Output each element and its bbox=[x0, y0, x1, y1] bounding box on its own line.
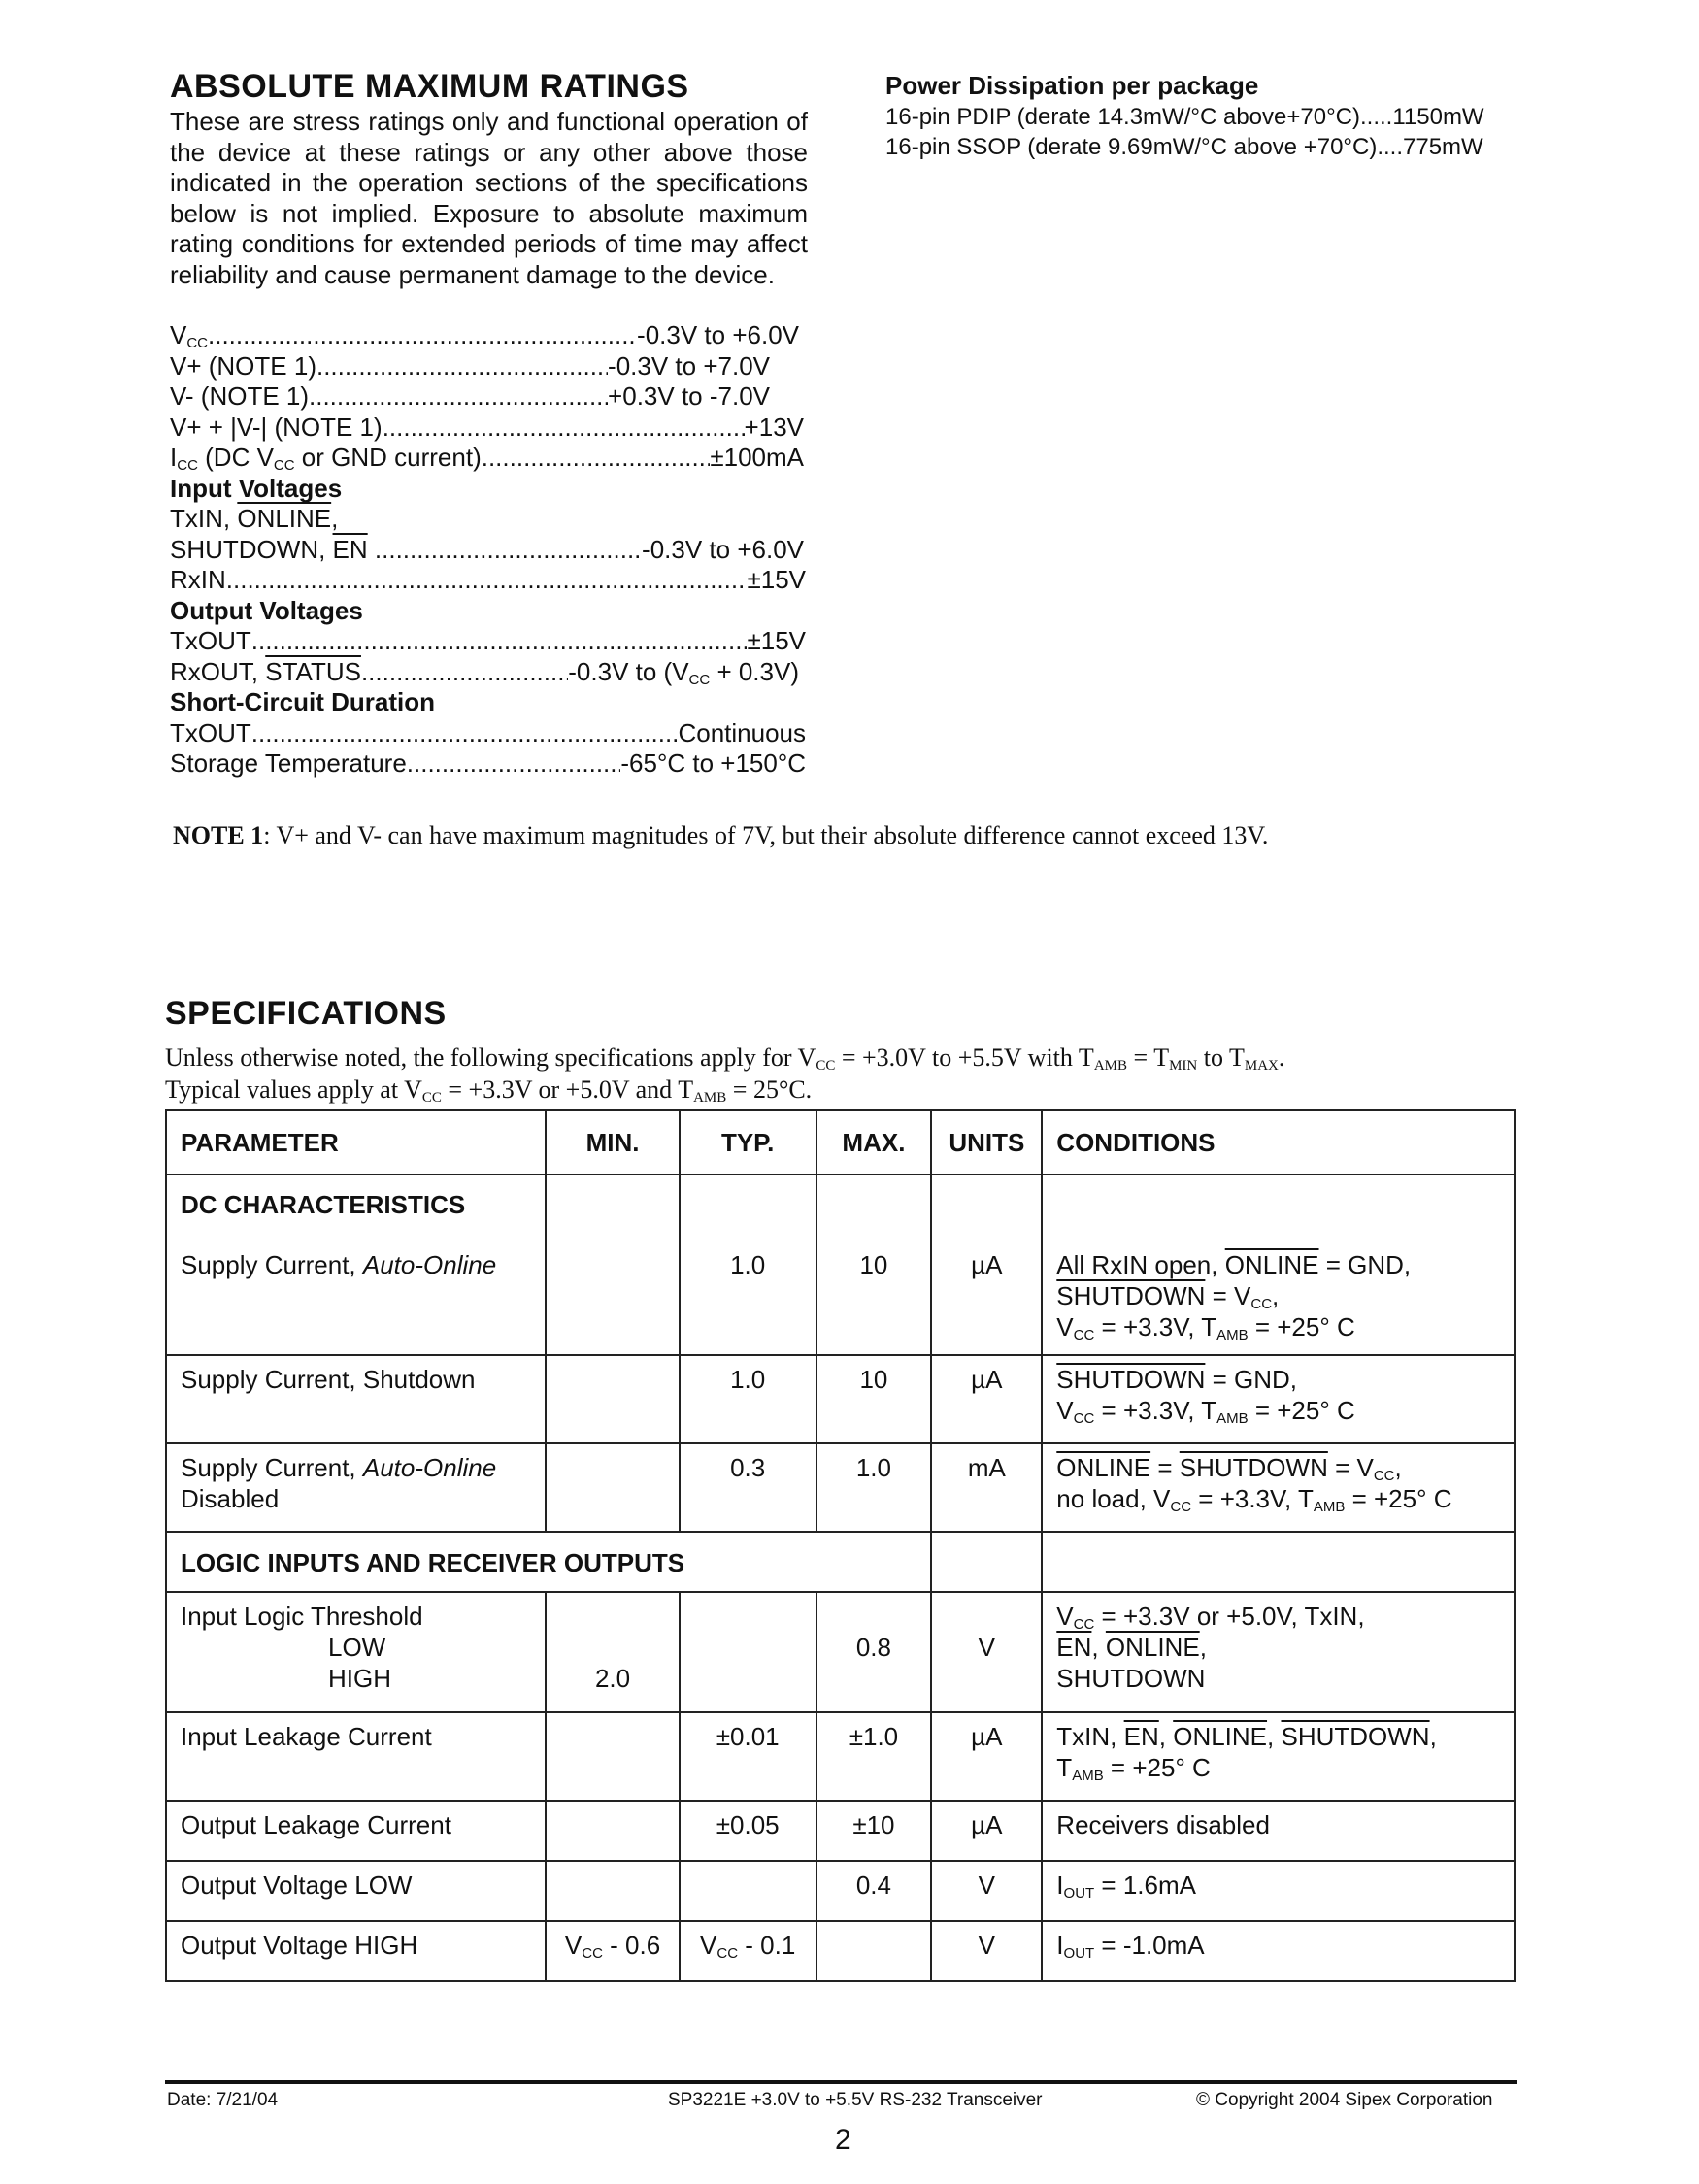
units-cell bbox=[931, 1532, 1042, 1592]
rating-vminus: V- (NOTE 1) ..... +0.3V to -7.0V bbox=[170, 381, 770, 413]
page-number: 2 bbox=[835, 2124, 851, 2156]
table-header-row bbox=[166, 1110, 1515, 1175]
conditions-cell: $I_{OUT} = -1.0mA$ bbox=[1042, 1921, 1515, 1981]
param-cell: Output Voltage LOW bbox=[166, 1861, 546, 1921]
output-voltages-row2: RxOUT, STATUS ..... -0.3V to $(V_{CC} + 0.3V)$ bbox=[170, 657, 799, 688]
note-text: : V+ and V- can have maximum magnitudes of 7V, but their absolute difference cannot exceed 13V. bbox=[263, 821, 1269, 849]
max-cell: ±10 bbox=[816, 1801, 932, 1861]
units-cell: µA bbox=[931, 1712, 1042, 1801]
footer-copyright: © Copyright 2004 Sipex Corporation bbox=[1196, 2090, 1493, 2110]
footer-title: SP3221E +3.0V to +5.5V RS-232 Transceiver bbox=[668, 2090, 1043, 2110]
input-voltages-row1: TxIN, ONLINE, bbox=[170, 504, 339, 533]
param-cell: Supply Current, Shutdown bbox=[166, 1355, 546, 1443]
table-row bbox=[166, 1355, 1515, 1443]
abs-max-title: ABSOLUTE MAXIMUM RATINGS bbox=[170, 68, 689, 105]
table-row bbox=[166, 1592, 1515, 1712]
note-label: NOTE 1 bbox=[173, 821, 264, 849]
table-row bbox=[166, 1921, 1515, 1981]
typ-cell: 0.3 bbox=[680, 1443, 816, 1532]
spec-table bbox=[165, 1109, 1516, 1982]
note-1 bbox=[173, 821, 1268, 850]
power-lines bbox=[885, 102, 1484, 162]
units-cell: V bbox=[931, 1861, 1042, 1921]
output-voltages-row1: TxOUT ..... ±15V bbox=[170, 626, 806, 657]
header-typ: TYP. bbox=[680, 1110, 816, 1175]
conditions-cell: SHUTDOWN = GND, $V_{CC} = +3.3V$, $T_{AMB} = +25^\circ$ C bbox=[1042, 1355, 1515, 1443]
specs-title: SPECIFICATIONS bbox=[165, 995, 447, 1032]
min-cell bbox=[546, 1801, 680, 1861]
min-cell bbox=[546, 1712, 680, 1801]
typ-cell: 1.0 bbox=[680, 1175, 816, 1355]
storage-temp-row: Storage Temperature ..... -65°C to +150°C bbox=[170, 748, 806, 779]
input-voltages-row3: RxIN ..... ±15V bbox=[170, 565, 806, 596]
table-row bbox=[166, 1712, 1515, 1801]
min-cell bbox=[546, 1861, 680, 1921]
max-cell: 1.0 bbox=[816, 1443, 932, 1532]
input-voltages-row2: SHUTDOWN, $\overline{EN}$ ..... -0.3V to +6.0V bbox=[170, 535, 804, 566]
rating-vsum: V+ + |V-| (NOTE 1) ..... +13V bbox=[170, 413, 804, 444]
max-cell: 0.8 bbox=[816, 1592, 932, 1712]
table-row bbox=[166, 1443, 1515, 1532]
max-cell: 10 bbox=[816, 1355, 932, 1443]
table-row bbox=[166, 1532, 1515, 1592]
abs-max-intro: These are stress ratings only and functional operation of the device at these ratings or any other above those indicated in the operation sections of the specifications below is not implied. Exposure to absolute maximum rating conditions for extended periods of time may affect reliability and cause permanent damage to the device. bbox=[170, 107, 808, 289]
max-cell: ±1.0 bbox=[816, 1712, 932, 1801]
param-cell: Output Voltage HIGH bbox=[166, 1921, 546, 1981]
units-cell: V bbox=[931, 1921, 1042, 1981]
param-cell: Input Logic Threshold LOW HIGH bbox=[166, 1592, 546, 1712]
units-cell: mA bbox=[931, 1443, 1042, 1532]
typ-cell: $V_{CC} - 0.1$ bbox=[680, 1921, 816, 1981]
max-cell bbox=[816, 1921, 932, 1981]
min-cell bbox=[546, 1443, 680, 1532]
input-voltages-heading: Input Voltages bbox=[170, 473, 343, 503]
power-line-ssop: 16-pin SSOP (derate 9.69mW/°C above +70°C)....775mW bbox=[885, 134, 1483, 160]
short-circuit-heading: Short-Circuit Duration bbox=[170, 687, 435, 716]
rating-vplus: V+ (NOTE 1) ..... -0.3V to +7.0V bbox=[170, 351, 770, 382]
min-cell: $V_{CC} - 0.6$ bbox=[546, 1921, 680, 1981]
conditions-cell: $I_{OUT} = 1.6mA$ bbox=[1042, 1861, 1515, 1921]
section-dc: DC CHARACTERISTICS bbox=[181, 1190, 466, 1219]
header-parameter: PARAMETER bbox=[166, 1110, 546, 1175]
rating-icc: $I_{CC}$ (DC $V_{CC}$ or GND current) ..... ±100mA bbox=[170, 443, 804, 474]
conditions-cell: All RxIN open, ONLINE = GND, SHUTDOWN = $V_{CC}$, $V_{CC} = +3.3V$, $T_{AMB} = +25^\circ$ C bbox=[1042, 1175, 1515, 1355]
header-max: MAX. bbox=[816, 1110, 932, 1175]
specs-intro-line1: Unless otherwise noted, the following specifications apply for $V_{CC} = +3.0V$ to +5.5V with $T_{AMB} = T_{MIN}$ to $T_{MAX}$. bbox=[165, 1043, 1285, 1074]
units-cell: µA bbox=[931, 1175, 1042, 1355]
section-logic: LOGIC INPUTS AND RECEIVER OUTPUTS bbox=[166, 1532, 931, 1592]
conditions-cell: TxIN, $\overline{EN}$, ONLINE, SHUTDOWN, $T_{AMB} = +25^\circ$ C bbox=[1042, 1712, 1515, 1801]
units-cell: V bbox=[931, 1592, 1042, 1712]
param-cell: Input Leakage Current bbox=[166, 1712, 546, 1801]
typ-cell: ±0.05 bbox=[680, 1801, 816, 1861]
typ-cell bbox=[680, 1592, 816, 1712]
header-min: MIN. bbox=[546, 1110, 680, 1175]
header-units: UNITS bbox=[931, 1110, 1042, 1175]
param-cell: DC CHARACTERISTICS Supply Current, Auto-Online bbox=[166, 1175, 546, 1355]
max-cell: 10 bbox=[816, 1175, 932, 1355]
table-row bbox=[166, 1861, 1515, 1921]
specs-intro bbox=[165, 1042, 1284, 1106]
power-heading: Power Dissipation per package bbox=[885, 71, 1259, 100]
table-row bbox=[166, 1801, 1515, 1861]
conditions-cell: ONLINE = SHUTDOWN = $V_{CC}$, no load, $V_{CC} = +3.3V$, $T_{AMB} = +25^\circ$ C bbox=[1042, 1443, 1515, 1532]
min-cell bbox=[546, 1355, 680, 1443]
conditions-cell bbox=[1042, 1532, 1515, 1592]
param-cell: Output Leakage Current bbox=[166, 1801, 546, 1861]
rating-vcc: $V_{CC}$ ..... -0.3V to +6.0V bbox=[170, 320, 801, 351]
specs-intro-line2: Typical values apply at $V_{CC} = +3.3V$ or +5.0V and $T_{AMB} = 25^\circ C$. bbox=[165, 1075, 813, 1106]
units-cell: µA bbox=[931, 1355, 1042, 1443]
footer-date: Date: 7/21/04 bbox=[167, 2090, 279, 2110]
typ-cell: ±0.01 bbox=[680, 1712, 816, 1801]
footer-rule bbox=[165, 2080, 1517, 2084]
min-cell bbox=[546, 1175, 680, 1355]
param-cell: Supply Current, Auto-Online Disabled bbox=[166, 1443, 546, 1532]
units-cell: µA bbox=[931, 1801, 1042, 1861]
typ-cell: 1.0 bbox=[680, 1355, 816, 1443]
ratings-list bbox=[170, 320, 806, 779]
conditions-cell: $V_{CC} = +3.3V$ or +5.0V, TxIN, $\overline{EN}$, ONLINE, SHUTDOWN bbox=[1042, 1592, 1515, 1712]
min-cell: 2.0 bbox=[546, 1592, 680, 1712]
short-circuit-row1: TxOUT ..... Continuous bbox=[170, 718, 806, 749]
conditions-cell: Receivers disabled bbox=[1042, 1801, 1515, 1861]
output-voltages-heading: Output Voltages bbox=[170, 595, 363, 625]
table-row bbox=[166, 1175, 1515, 1355]
typ-cell bbox=[680, 1861, 816, 1921]
header-conditions: CONDITIONS bbox=[1042, 1110, 1515, 1175]
max-cell: 0.4 bbox=[816, 1861, 932, 1921]
power-line-pdip: 16-pin PDIP (derate 14.3mW/°C above+70°C).....1150mW bbox=[885, 104, 1484, 130]
